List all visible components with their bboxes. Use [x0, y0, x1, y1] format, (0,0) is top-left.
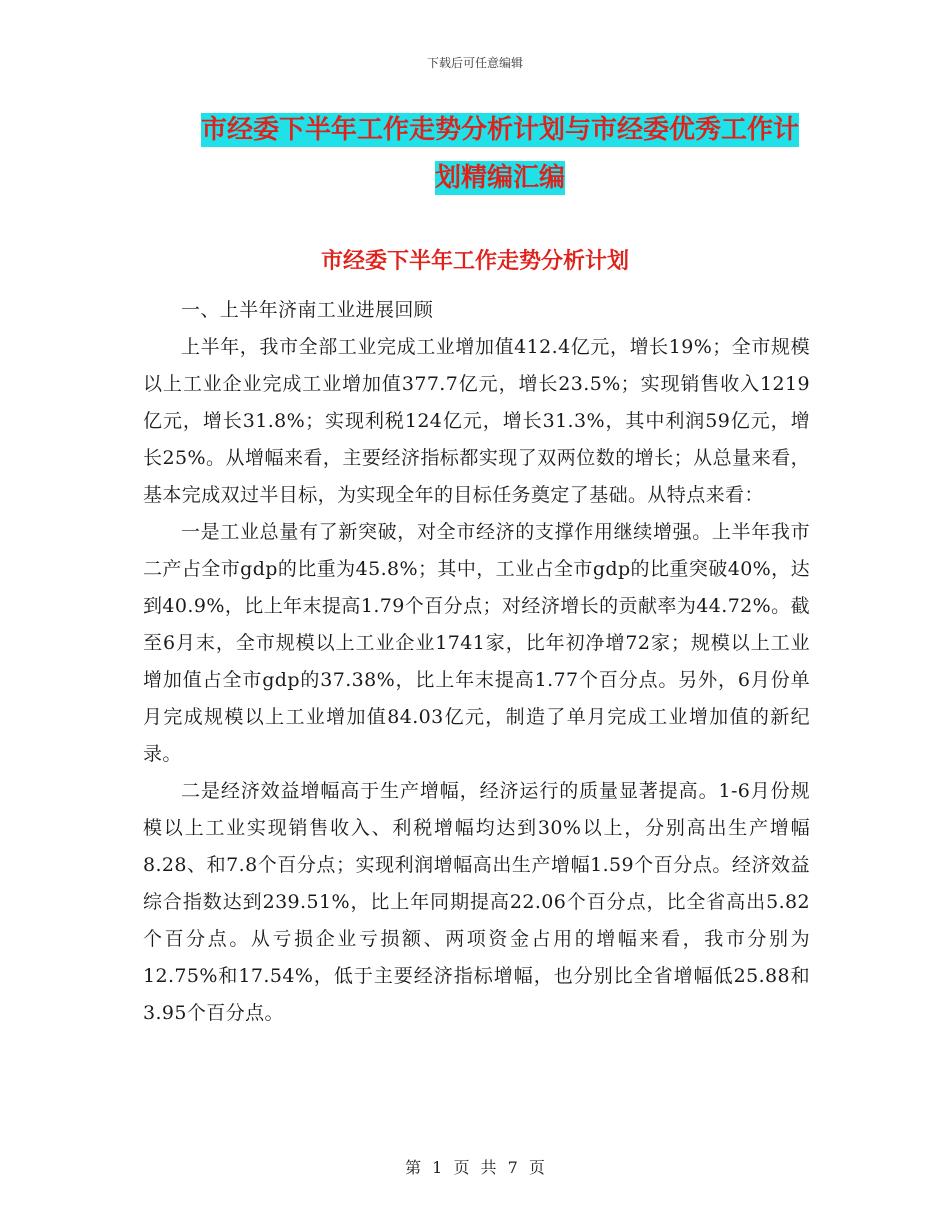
- paragraph: 上半年，我市全部工业完成工业增加值412.4亿元，增长19%；全市规模以上工业企业完成工业增加值377.7亿元，增长23.5%；实现销售收入1219亿元，增长31.8%；实现利税124亿元，增长31.3%，其中利润59亿元，增长25%。从增幅来看，主要经济指标都实现了双两位数的增长；从总量来看，基本完成双过半目标，为实现全年的目标任务奠定了基础。从特点来看：: [143, 336, 810, 506]
- page-number-footer: 第 1 页 共 7 页: [405, 1158, 545, 1177]
- paragraph: 一是工业总量有了新突破，对全市经济的支撑作用继续增强。上半年我市二产占全市gdp的比重为45.8%；其中，工业占全市gdp的比重突破40%，达到40.9%，比上年末提高1.79个百分点；对经济增长的贡献率为44.72%。截至6月末，全市规模以上工业企业1741家，比年初净增72家；规模以上工业增加值占全市gdp的37.38%，比上年末提高1.77个百分点。另外，6月份单月完成规模以上工业增加值84.03亿元，制造了单月完成工业增加值的新纪录。: [143, 521, 810, 765]
- section-title: 市经委下半年工作走势分析计划: [320, 249, 629, 274]
- document-title-line1: 市经委下半年工作走势分析计划与市经委优秀工作计: [200, 115, 799, 145]
- document-title-line2: 划精编汇编: [434, 163, 565, 193]
- document-title: [150, 106, 850, 202]
- document-body: [143, 292, 810, 1032]
- page-header-note: 下载后可任意编辑: [426, 56, 523, 70]
- section-heading: 一、上半年济南工业进展回顾: [181, 299, 434, 321]
- paragraph: 二是经济效益增幅高于生产增幅，经济运行的质量显著提高。1-6月份规模以上工业实现销售收入、利税增幅均达到30%以上，分别高出生产增幅8.28、和7.8个百分点；实现利润增幅高出生产增幅1.59个百分点。经济效益综合指数达到239.51%，比上年同期提高22.06个百分点，比全省高出5.82个百分点。从亏损企业亏损额、两项资金占用的增幅来看，我市分别为12.75%和17.54%，低于主要经济指标增幅，也分别比全省增幅低25.88和3.95个百分点。: [143, 780, 810, 1024]
